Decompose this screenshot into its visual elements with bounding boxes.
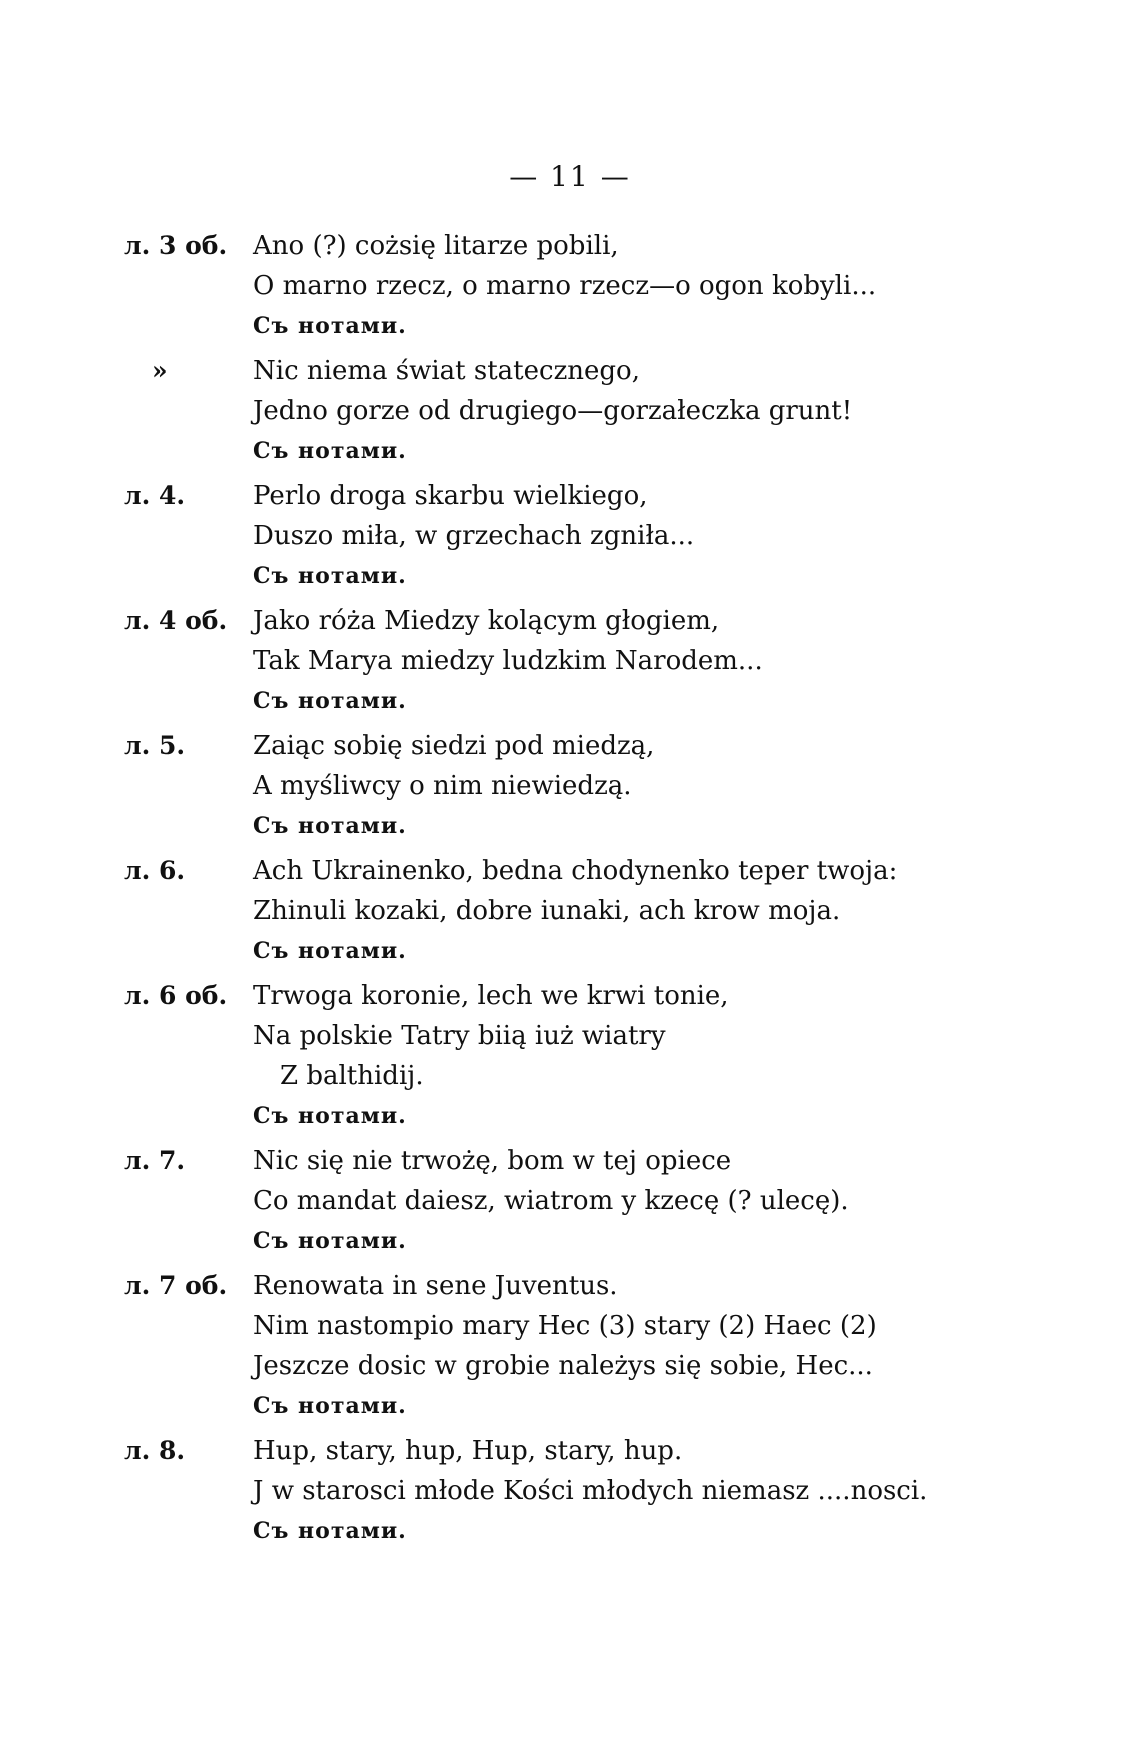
verse-line: Hup, stary, hup, Hup, stary, hup. (253, 1436, 683, 1466)
verse-line: Jeszcze dosic w grobie należys się sobie, Hec... (253, 1351, 873, 1381)
folio-reference: л. 6 об. (124, 981, 228, 1010)
verse-line: Ano (?) cożsię litarze pobili, (253, 231, 619, 261)
entry (0, 351, 1140, 471)
verse-line: Duszo miła, w grzechach zgniła... (253, 521, 695, 551)
verse-line: Nim nastompio mary Hec (3) stary (2) Haec (2) (253, 1311, 877, 1341)
verse-line: Perlo droga skarbu wielkiego, (253, 481, 648, 511)
notes-remark: Съ нотами. (253, 688, 407, 714)
notes-remark: Съ нотами. (253, 563, 407, 589)
notes-remark: Съ нотами. (253, 438, 407, 464)
verse-line: Co mandat daiesz, wiatrom y kzecę (? ulecę). (253, 1186, 849, 1216)
entry (0, 851, 1140, 971)
verse-line: O marno rzecz, o marno rzecz—o ogon kobyli... (253, 271, 877, 301)
verse-line: Renowata in sene Juventus. (253, 1271, 618, 1301)
notes-remark: Съ нотами. (253, 313, 407, 339)
entry (0, 1141, 1140, 1261)
entry-text (253, 476, 1113, 596)
folio-reference: л. 8. (124, 1436, 186, 1465)
entry-text (253, 1141, 1113, 1261)
verse-line: Zhinuli kozaki, dobre iunaki, ach krow moja. (253, 896, 841, 926)
entry-text (253, 226, 1113, 346)
folio-reference: л. 5. (124, 731, 186, 760)
entry (0, 726, 1140, 846)
notes-remark: Съ нотами. (253, 1393, 407, 1419)
notes-remark: Съ нотами. (253, 938, 407, 964)
notes-remark: Съ нотами. (253, 813, 407, 839)
entry (0, 226, 1140, 346)
entry-text (253, 726, 1113, 846)
entry-text (253, 851, 1113, 971)
verse-line: Jedno gorze od drugiego—gorzałeczka grunt! (253, 396, 853, 426)
entry-text (253, 1266, 1113, 1426)
folio-reference: л. 4. (124, 481, 186, 510)
entry-text (253, 976, 1113, 1136)
notes-remark: Съ нотами. (253, 1103, 407, 1129)
entry (0, 1431, 1140, 1551)
folio-reference: л. 3 об. (124, 231, 228, 260)
folio-reference: л. 6. (124, 856, 186, 885)
verse-line: Nic niema świat statecznego, (253, 356, 640, 386)
verse-line: Na polskie Tatry biią iuż wiatry (253, 1021, 666, 1051)
entry (0, 476, 1140, 596)
entries-list (0, 226, 1140, 1556)
entry-text (253, 601, 1113, 721)
entry-text (253, 1431, 1113, 1551)
entry (0, 976, 1140, 1136)
verse-line: Ach Ukrainenko, bedna chodynenko teper twoja: (253, 856, 898, 886)
notes-remark: Съ нотами. (253, 1518, 407, 1544)
page-number: — 11 — (509, 160, 631, 193)
verse-line: A myśliwcy o nim niewiedzą. (253, 771, 632, 801)
verse-line: Z balthidij. (280, 1061, 424, 1091)
entry (0, 601, 1140, 721)
verse-line: Trwoga koronie, lech we krwi tonie, (253, 981, 729, 1011)
verse-line: Tak Marya miedzy ludzkim Narodem... (253, 646, 763, 676)
folio-reference: л. 7 об. (124, 1271, 228, 1300)
folio-reference: л. 4 об. (124, 606, 228, 635)
verse-line: Zaiąc sobię siedzi pod miedzą, (253, 731, 655, 761)
verse-line: Jako róża Miedzy kolącym głogiem, (253, 606, 720, 636)
entry-text (253, 351, 1113, 471)
verse-line: J w starosci młode Kości młodych niemasz ....nosci. (253, 1476, 928, 1506)
folio-reference: л. 7. (124, 1146, 186, 1175)
verse-line: Nic się nie trwożę, bom w tej opiece (253, 1146, 732, 1176)
folio-reference: » (152, 356, 168, 385)
notes-remark: Съ нотами. (253, 1228, 407, 1254)
entry (0, 1266, 1140, 1426)
